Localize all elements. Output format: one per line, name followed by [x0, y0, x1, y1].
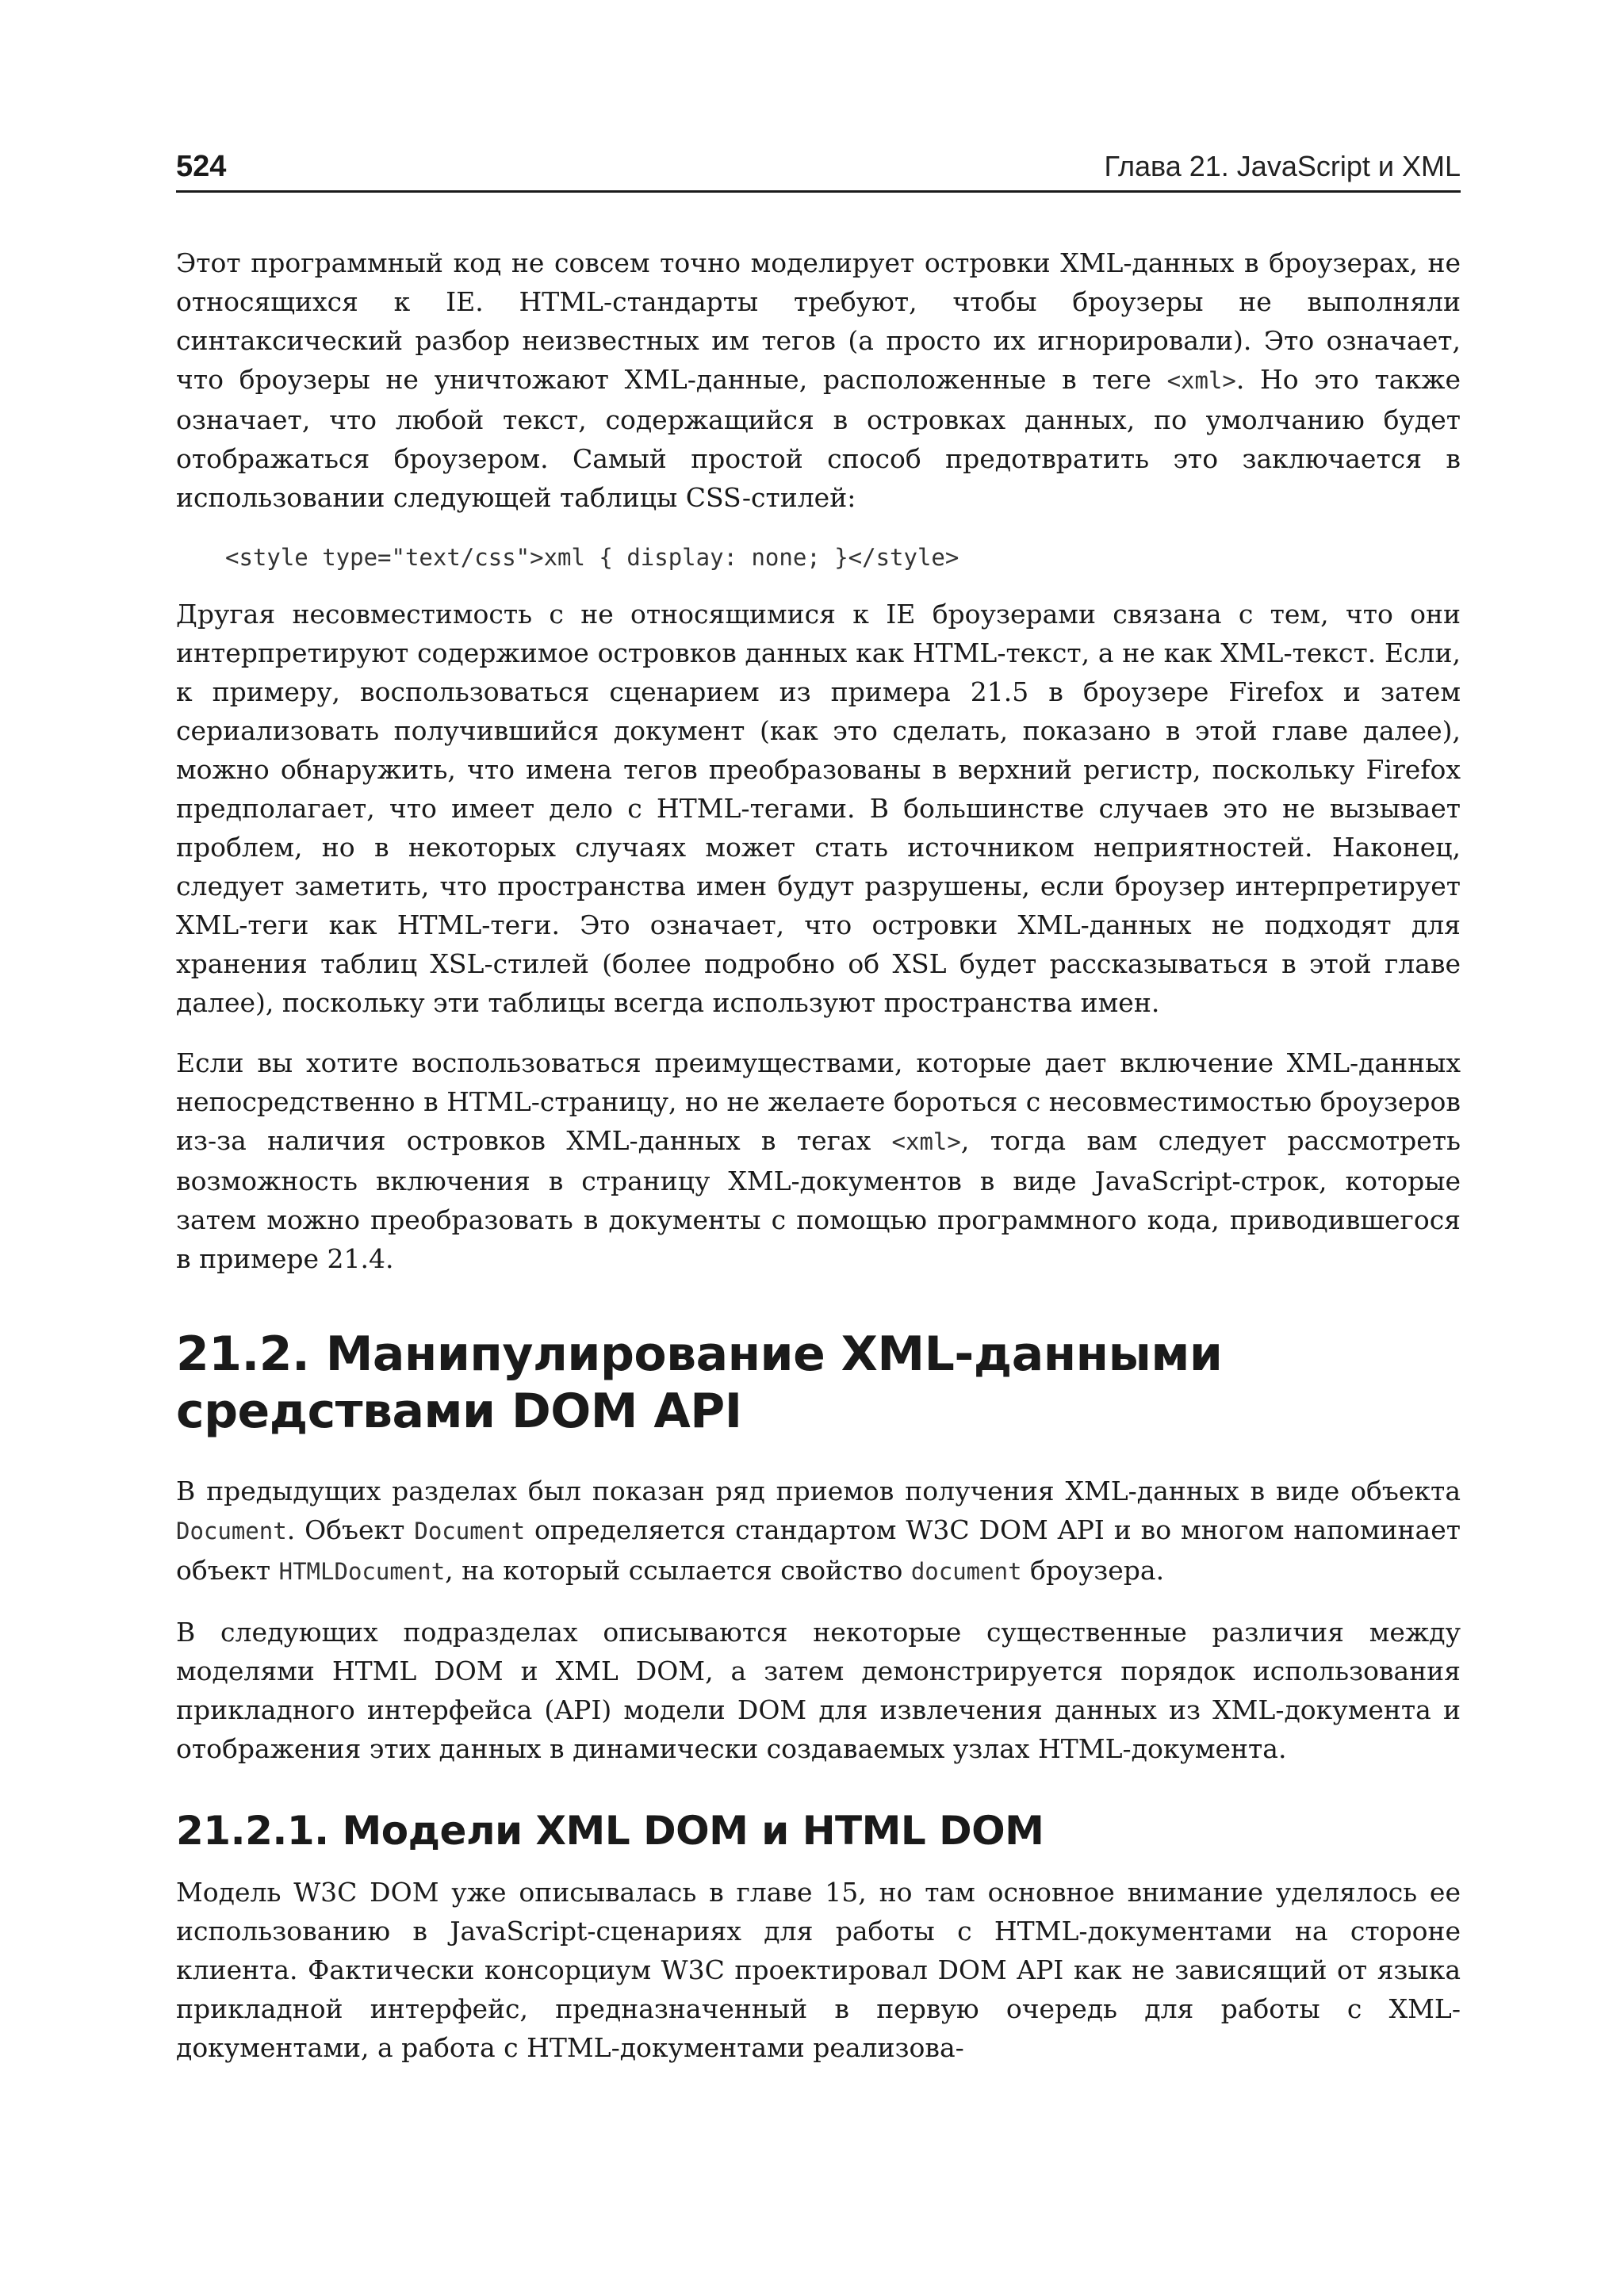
paragraph-3-text-a: Если вы хотите воспользоваться преимуществами, которые дает включение XML-данных непосредственно в HTML-страницу, но не желаете бороться с несовместимостью броузеров из-за наличия островков XML-данных в тегах: [176, 1047, 1461, 1156]
page-body: [176, 243, 1461, 2067]
inline-code-xml-tag: <xml>: [891, 1128, 961, 1155]
paragraph-4-text-d: , на который ссылается свойство: [445, 1555, 911, 1586]
paragraph-1: [176, 243, 1461, 517]
inline-code-xml-tag: <xml>: [1166, 367, 1236, 394]
paragraph-2: Другая несовместимость с не относящимися к IE броузерами связана с тем, что они интерпретируют содержимое островков данных как HTML-текст, а не как XML-текст. Если, к примеру, воспользоваться сценарием из примера 21.5 в броузере Firefox и затем сериализовать получившийся документ (как это сделать, показано в этой главе далее), можно обнаружить, что имена тегов преобразованы в верхний регистр, поскольку Firefox предполагает, что имеет дело с HTML-тегами. В большинстве случаев это не вызывает проблем, но в некоторых случаях может стать источником неприятностей. Наконец, следует заметить, что пространства имен будут разрушены, если броузер интерпретирует XML-теги как HTML-теги. Это означает, что островки XML-данных не подходят для хранения таблиц XSL-стилей (более подробно об XSL будет рассказываться в этой главе далее), поскольку эти таблицы всегда используют пространства имен.: [176, 599, 1461, 1018]
paragraph-4: [176, 1472, 1461, 1591]
paragraph-5: В следующих подразделах описываются некоторые существенные различия между моделями HTML DOM и XML DOM, а затем демонстрируется порядок использования прикладного интерфейса (API) модели DOM для извлечения данных из XML-документа и отображения этих данных в динамически создаваемых узлах HTML-документа.: [176, 1617, 1461, 1764]
inline-code-document: Document: [414, 1518, 526, 1545]
paragraph-1-text-b: . Но это также означает, что любой текст, содержащийся в островках данных, по умолчанию будет отображаться броузером. Самый простой способ предотвратить это заключается в использовании следующей таблицы CSS-стилей:: [176, 364, 1461, 513]
paragraph-4-text-c: определяется стандартом W3C DOM API и во многом напоминает объект: [176, 1514, 1461, 1586]
paragraph-3: [176, 1043, 1461, 1278]
inline-code-document: Document: [176, 1518, 287, 1545]
subsection-heading: 21.2.1. Модели XML DOM и HTML DOM: [176, 1808, 1044, 1854]
code-snippet: <style type="text/css">xml { display: none; }</style>: [225, 544, 959, 571]
paragraph-4-text-b: . Объект: [286, 1514, 415, 1545]
paragraph-4-text-e: броузера.: [1021, 1555, 1165, 1586]
book-page: [176, 143, 1461, 2088]
paragraph-3-text-b: , тогда вам следует рассмотреть возможность включения в страницу XML-документов в виде JavaScript-строк, которые затем можно преобразовать в документы с помощью программного кода, приводившегося в примере 21.4.: [176, 1125, 1461, 1274]
inline-code-document-property: document: [910, 1558, 1022, 1585]
paragraph-4-text-a: В предыдущих разделах был показан ряд приемов получения XML-данных в виде объекта: [176, 1476, 1461, 1506]
inline-code-htmldocument: HTMLDocument: [278, 1558, 446, 1585]
section-heading: 21.2. Манипулирование XML-данными средствами DOM API: [176, 1326, 1223, 1439]
page-number: 524: [176, 150, 227, 183]
running-header: [176, 143, 1461, 193]
paragraph-1-text-a: Этот программный код не совсем точно моделирует островки XML-данных в броузерах, не относящихся к IE. HTML-стандарты требуют, чтобы броузеры не выполняли синтаксический разбор неизвестных им тегов (а просто их игнорировали). Это означает, что броузеры не уничтожают XML-данные, расположенные в теге: [176, 247, 1461, 395]
chapter-title: Глава 21. JavaScript и XML: [1104, 150, 1461, 182]
paragraph-6: Модель W3C DOM уже описывалась в главе 15, но там основное внимание уделялось ее использованию в JavaScript-сценариях для работы с HTML-документами на стороне клиента. Фактически консорциум W3C проектировал DOM API как не зависящий от языка прикладной интерфейс, предназначенный в первую очередь для работы с XML-документами, а работа с HTML-документами реализова-: [176, 1877, 1461, 2063]
